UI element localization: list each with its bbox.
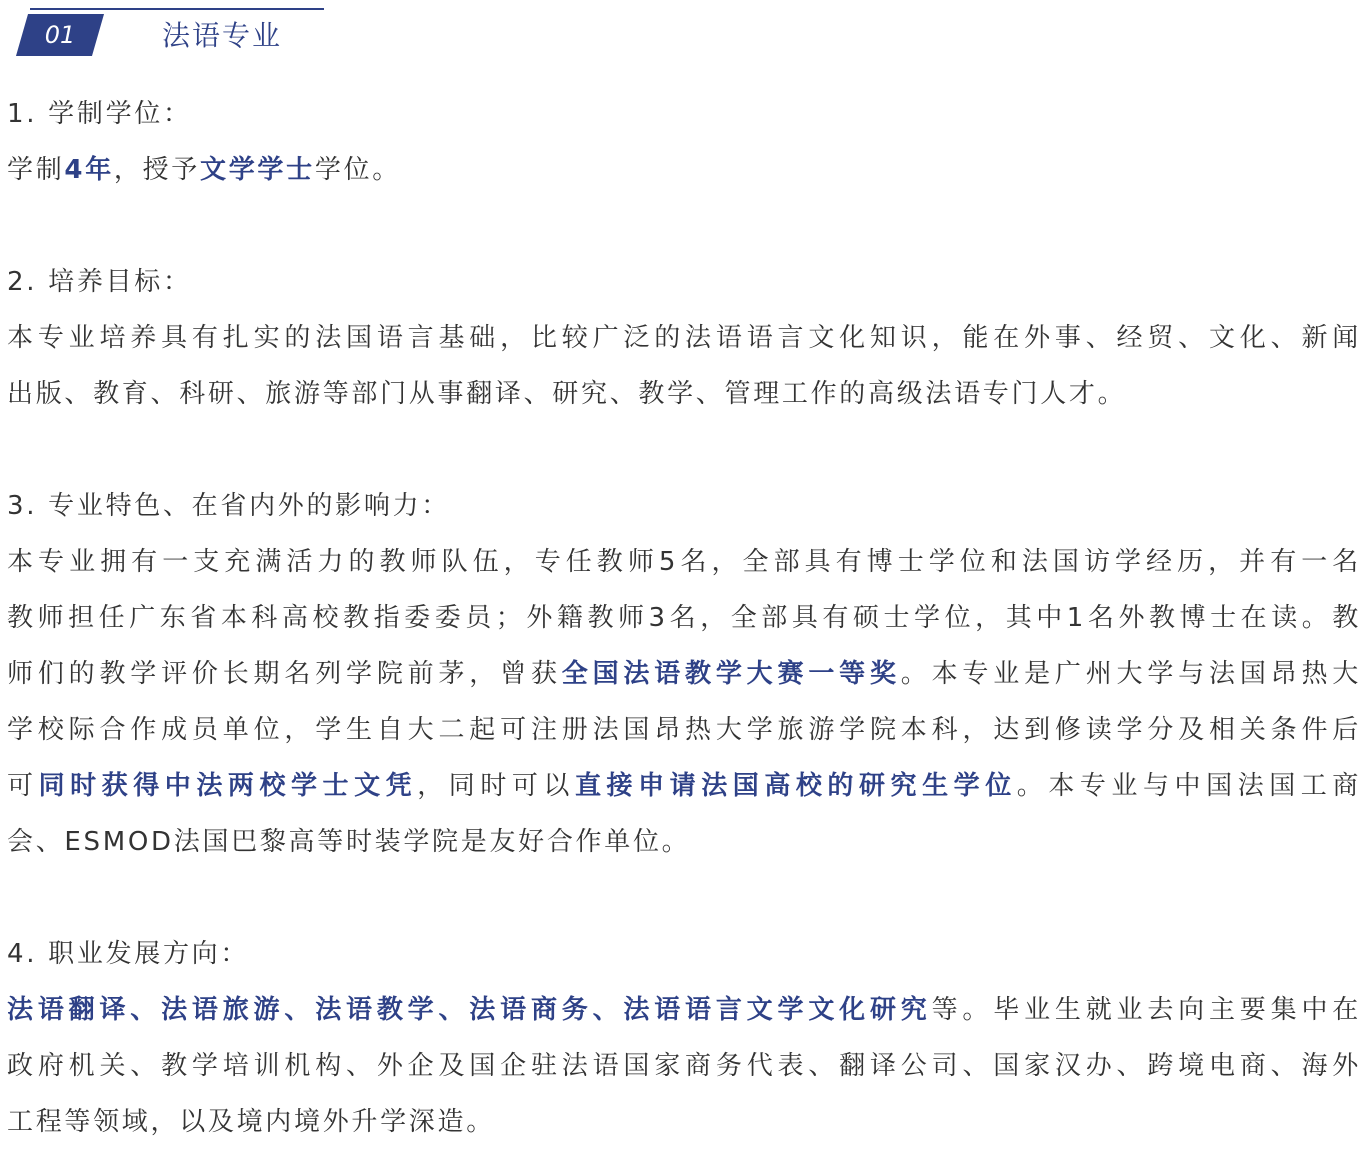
paragraph-duration-degree: [7, 142, 1361, 198]
heading-duration-degree: 1. 学制学位：: [7, 99, 192, 129]
text-segment: 。本专业与中国法国工商: [1016, 771, 1361, 801]
highlight-duration: 4年: [64, 155, 114, 185]
paragraph-line: 教师担任广东省本科高校教指委委员；外籍教师3名，全部具有硕士学位，其中1名外教博士在读。教: [7, 603, 1361, 633]
highlight-award: 全国法语教学大赛一等奖: [561, 659, 901, 689]
text-segment: 师们的教学评价长期名列学院前茅，曾获: [7, 659, 562, 689]
text-segment: ，同时可以: [417, 771, 575, 801]
paragraph-line: 学校际合作成员单位，学生自大二起可注册法国昂热大学旅游学院本科，达到修读学分及相关条件后: [7, 715, 1361, 745]
paragraph-line: 政府机关、教学培训机构、外企及国企驻法语国家商务代表、翻译公司、国家汉办、跨境电商、海外: [7, 1051, 1361, 1081]
paragraph-line: [7, 758, 1361, 814]
text-segment: 可: [7, 771, 39, 801]
text-segment: 学制: [7, 155, 65, 185]
highlight-graduate-application: 直接申请法国高校的研究生学位: [575, 771, 1017, 801]
paragraph-line: [7, 646, 1361, 702]
section-title: 法语专业: [162, 19, 283, 52]
heading-features-influence: 3. 专业特色、在省内外的影响力：: [7, 491, 450, 521]
paragraph-line: 出版、教育、科研、旅游等部门从事翻译、研究、教学、管理工作的高级法语专门人才。: [7, 379, 1127, 409]
paragraph-line: 本专业培养具有扎实的法国语言基础，比较广泛的法语语言文化知识，能在外事、经贸、文化、新闻: [7, 323, 1361, 353]
text-segment: ，授予: [113, 155, 201, 185]
paragraph-line: 工程等领域，以及境内境外升学深造。: [7, 1107, 495, 1137]
header-divider-line: [30, 8, 324, 10]
paragraph-line: [7, 982, 1361, 1038]
heading-training-goals: 2. 培养目标：: [7, 267, 192, 297]
paragraph-line: 本专业拥有一支充满活力的教师队伍，专任教师5名，全部具有博士学位和法国访学经历，并有一名: [7, 547, 1361, 577]
highlight-dual-diploma: 同时获得中法两校学士文凭: [38, 771, 418, 801]
heading-career-direction: 4. 职业发展方向：: [7, 939, 250, 969]
paragraph-line: 会、ESMOD法国巴黎高等时装学院是友好合作单位。: [7, 827, 691, 857]
article-body: [7, 86, 1361, 1150]
highlight-career-fields: 法语翻译、法语旅游、法语教学、法语商务、法语语言文学文化研究: [7, 995, 932, 1025]
highlight-degree: 文学学士: [200, 155, 315, 185]
text-segment: 学位。: [314, 155, 401, 185]
section-header: [0, 0, 340, 60]
section-number: 01: [44, 21, 76, 49]
text-segment: 等。毕业生就业去向主要集中在: [931, 995, 1361, 1025]
text-segment: 。本专业是广州大学与法国昂热大: [900, 659, 1361, 689]
